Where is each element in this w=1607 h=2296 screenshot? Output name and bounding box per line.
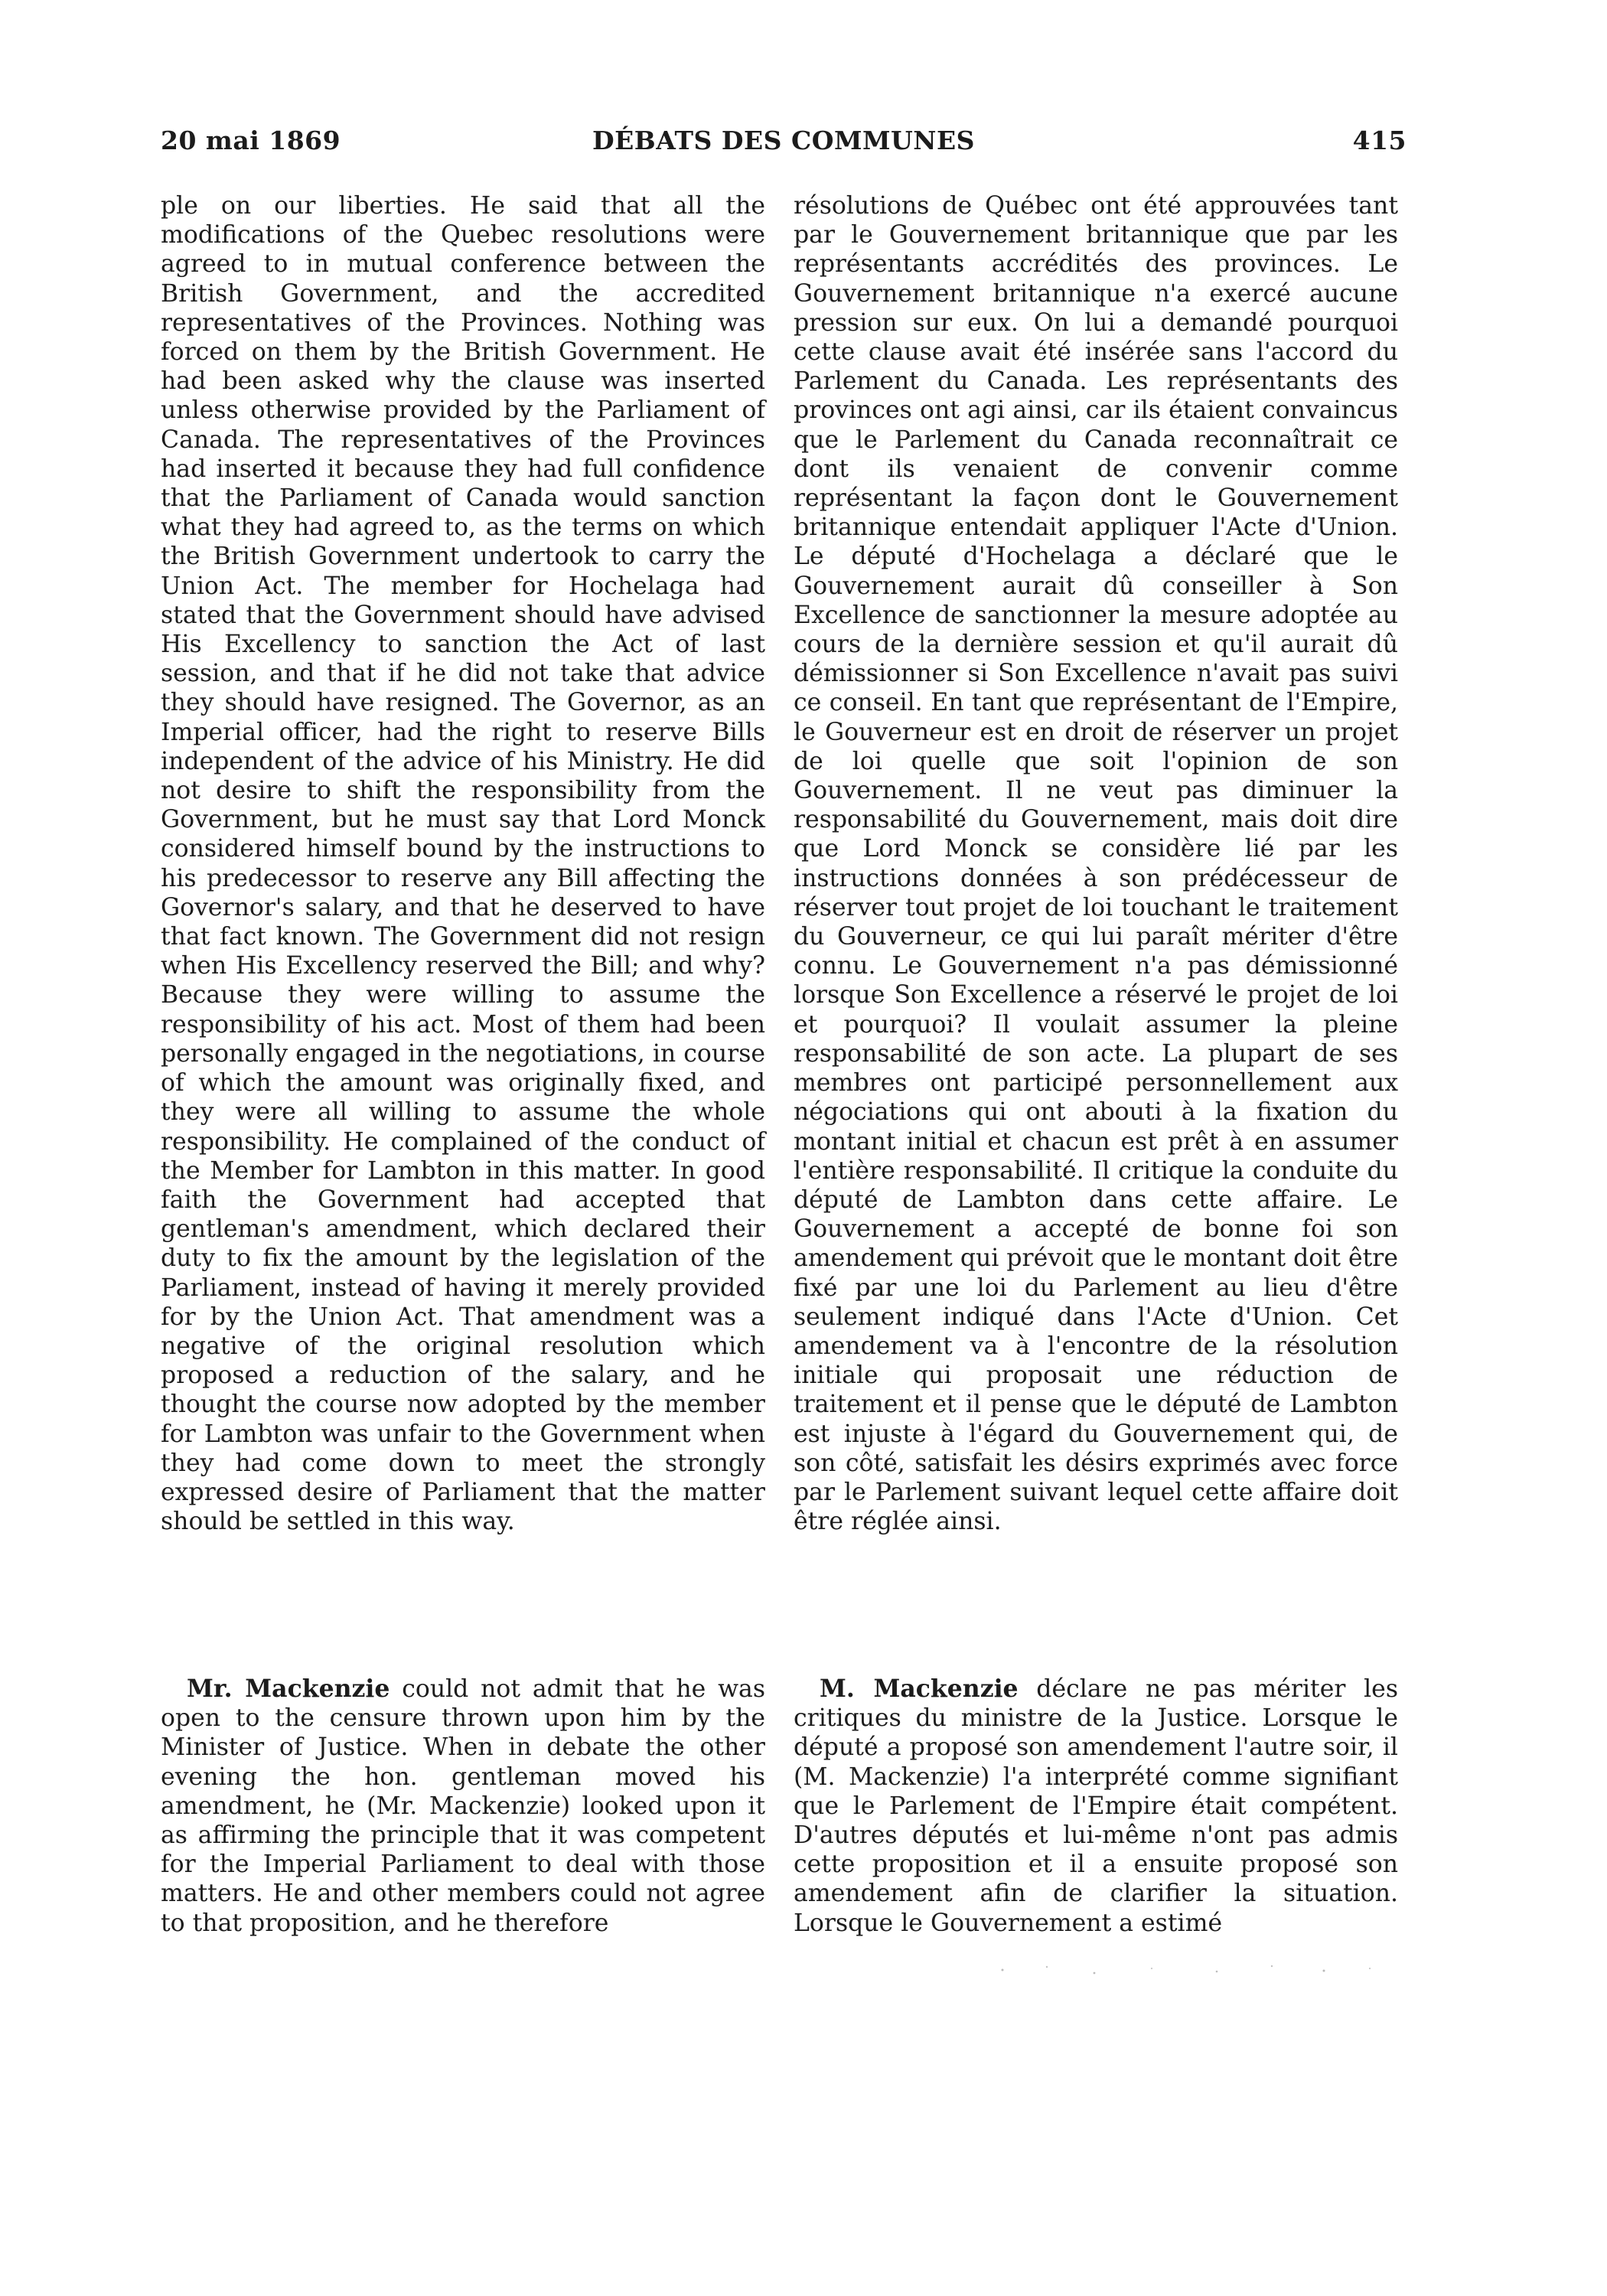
english-column-bottom (161, 1675, 765, 1938)
french-column-bottom (794, 1675, 1398, 1938)
french-column-top (794, 191, 1398, 1536)
speaker-name: Mr. Mackenzie (187, 1675, 390, 1703)
english-column-top (161, 191, 765, 1536)
page-header (161, 126, 1407, 165)
french-paragraph-2 (794, 1675, 1398, 1938)
speaker-name: M. Mackenzie (820, 1675, 1019, 1703)
scan-artifact (987, 1959, 1385, 1982)
english-paragraph-2 (161, 1675, 765, 1938)
english-paragraph-2-text: could not admit that he was open to the censure thrown upon him by the Minister of Justice. When in debate the other evening the hon. gentleman moved his amendment, he (Mr. Mackenzie) looked upon it as affirming the principle that it was competent for the Imperial Parliament to deal with those matters. He and other members could not agree to that proposition, and he therefore (161, 1675, 765, 1937)
english-paragraph-1: ple on our liberties. He said that all the modifications of the Quebec resolutions were agreed to in mutual conference between the British Government, and the accredited representatives of the Provinces. Nothing was forced on them by the British Government. He had been asked why the clause was inserted unless otherwise provided by the Parliament of Canada. The representatives of the Provinces had inserted it because they had full confidence that the Parliament of Canada would sanction what they had agreed to, as the terms on which the British Government undertook to carry the Union Act. The member for Hochelaga had stated that the Government should have advised His Excellency to sanction the Act of last session, and that if he did not take that advice they should have resigned. The Governor, as an Imperial officer, had the right to reserve Bills independent of the advice of his Ministry. He did not desire to shift the responsibility from the Government, but he must say that Lord Monck considered himself bound by the instructions to his predecessor to reserve any Bill affecting the Governor's salary, and that he deserved to have that fact known. The Government did not resign when His Excellency reserved the Bill; and why? Because they were willing to assume the responsibility of his act. Most of them had been personally engaged in the negotiations, in course of which the amount was originally fixed, and they were all willing to assume the whole responsibility. He complained of the conduct of the Member for Lambton in this matter. In good faith the Government had accepted that gentleman's amendment, which declared their duty to fix the amount by the legislation of the Parliament, instead of having it merely provided for by the Union Act. That amendment was a negative of the original resolution which proposed a reduction of the salary, and he thought the course now adopted by the member for Lambton was unfair to the Government when they had come down to meet the strongly expressed desire of Parliament that the matter should be settled in this way. (161, 192, 765, 1536)
page-number: 415 (1352, 126, 1407, 155)
header-title: DÉBATS DES COMMUNES (592, 126, 975, 155)
french-paragraph-1: résolutions de Québec ont été approuvées tant par le Gouvernement britannique que par les représentants accrédités des provinces. Le Gouvernement britannique n'a exercé aucune pression sur eux. On lui a demandé pourquoi cette clause avait été insérée sans l'accord du Parlement du Canada. Les représentants des provinces ont agi ainsi, car ils étaient convaincus que le Parlement du Canada reconnaîtrait ce dont ils venaient de convenir comme représentant la façon dont le Gouvernement britannique entendait appliquer l'Acte d'Union. Le député d'Hochelaga a déclaré que le Gouvernement aurait dû conseiller à Son Excellence de sanctionner la mesure adoptée au cours de la dernière session et qu'il aurait dû démissionner si Son Excellence n'avait pas suivi ce conseil. En tant que représentant de l'Empire, le Gouverneur est en droit de réserver un projet de loi quelle que soit l'opinion de son Gouvernement. Il ne veut pas diminuer la responsabilité du Gouvernement, mais doit dire que Lord Monck se considère lié par les instructions données à son prédécesseur de réserver tout projet de loi touchant le traitement du Gouverneur, ce qui lui paraît mériter d'être connu. Le Gouvernement n'a pas démissionné lorsque Son Excellence a réservé le projet de loi et pourquoi? Il voulait assumer la pleine responsabilité de son acte. La plupart de ses membres ont participé personnellement aux négociations qui ont abouti à la fixation du montant initial et chacun est prêt à en assumer l'entière responsabilité. Il critique la conduite du député de Lambton dans cette affaire. Le Gouvernement a accepté de bonne foi son amendement qui prévoit que le montant doit être fixé par une loi du Parlement au lieu d'être seulement indiqué dans l'Acte d'Union. Cet amendement va à l'encontre de la résolution initiale qui proposait une réduction de traitement et il pense que le député de Lambton est injuste à l'égard du Gouvernement qui, de son côté, satisfait les désirs exprimés avec force par le Parlement suivant lequel cette affaire doit être réglée ainsi. (794, 192, 1398, 1536)
header-date: 20 mai 1869 (161, 126, 341, 155)
french-paragraph-2-text: déclare ne pas mériter les critiques du ministre de la Justice. Lorsque le député a proposé son amendement l'autre soir, il (M. Mackenzie) l'a interprété comme signifiant que le Parlement de l'Empire était compétent. D'autres députés et lui-même n'ont pas admis cette proposition et il a ensuite proposé son amendement afin de clarifier la situation. Lorsque le Gouvernement a estimé (794, 1675, 1398, 1937)
